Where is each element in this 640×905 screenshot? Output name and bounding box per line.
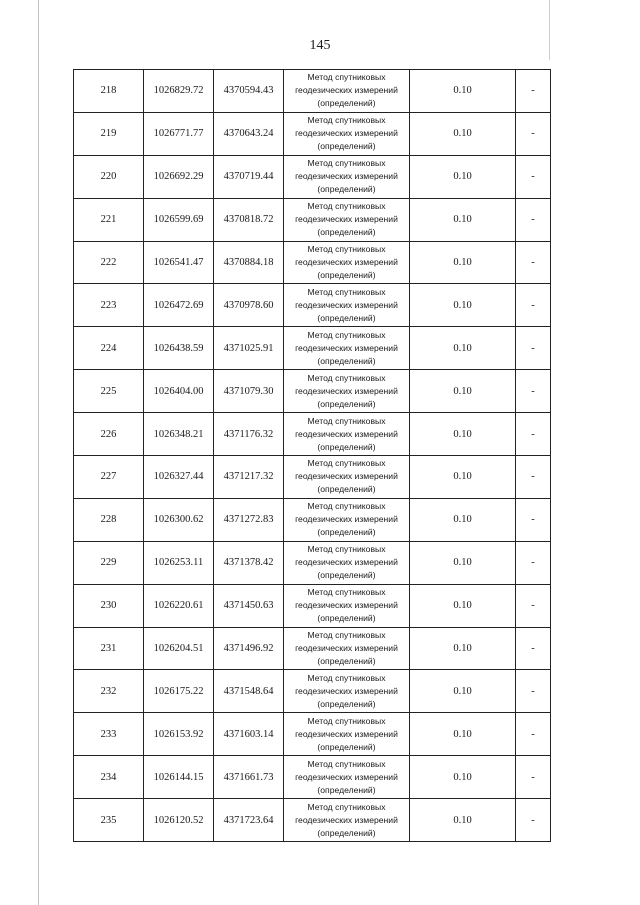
y-coordinate-cell: 4370719.44 — [214, 155, 284, 198]
point-number-cell: 224 — [74, 327, 144, 370]
method-cell: Метод спутниковых геодезических измерений (определений) — [284, 155, 410, 198]
table-row — [74, 670, 551, 713]
note-cell: - — [516, 284, 551, 327]
point-number-cell: 220 — [74, 155, 144, 198]
coordinates-table-wrapper — [73, 69, 550, 842]
method-cell: Метод спутниковых геодезических измерений (определений) — [284, 799, 410, 842]
method-cell: Метод спутниковых геодезических измерений (определений) — [284, 627, 410, 670]
x-coordinate-cell: 1026204.51 — [144, 627, 214, 670]
x-coordinate-cell: 1026300.62 — [144, 498, 214, 541]
method-cell: Метод спутниковых геодезических измерений (определений) — [284, 584, 410, 627]
accuracy-cell: 0.10 — [410, 112, 516, 155]
point-number-cell: 223 — [74, 284, 144, 327]
table-body — [74, 70, 551, 842]
x-coordinate-cell: 1026144.15 — [144, 756, 214, 799]
note-cell: - — [516, 584, 551, 627]
table-row — [74, 498, 551, 541]
table-row — [74, 627, 551, 670]
accuracy-cell: 0.10 — [410, 456, 516, 499]
y-coordinate-cell: 4370643.24 — [214, 112, 284, 155]
y-coordinate-cell: 4371378.42 — [214, 541, 284, 584]
table-row — [74, 370, 551, 413]
x-coordinate-cell: 1026220.61 — [144, 584, 214, 627]
accuracy-cell: 0.10 — [410, 327, 516, 370]
accuracy-cell: 0.10 — [410, 670, 516, 713]
x-coordinate-cell: 1026327.44 — [144, 456, 214, 499]
point-number-cell: 229 — [74, 541, 144, 584]
x-coordinate-cell: 1026153.92 — [144, 713, 214, 756]
note-cell: - — [516, 198, 551, 241]
table-row — [74, 584, 551, 627]
accuracy-cell: 0.10 — [410, 498, 516, 541]
method-cell: Метод спутниковых геодезических измерений (определений) — [284, 241, 410, 284]
point-number-cell: 232 — [74, 670, 144, 713]
point-number-cell: 235 — [74, 799, 144, 842]
note-cell: - — [516, 713, 551, 756]
x-coordinate-cell: 1026771.77 — [144, 112, 214, 155]
accuracy-cell: 0.10 — [410, 70, 516, 113]
point-number-cell: 226 — [74, 413, 144, 456]
note-cell: - — [516, 670, 551, 713]
method-cell: Метод спутниковых геодезических измерений (определений) — [284, 670, 410, 713]
accuracy-cell: 0.10 — [410, 799, 516, 842]
accuracy-cell: 0.10 — [410, 541, 516, 584]
table-row — [74, 756, 551, 799]
point-number-cell: 230 — [74, 584, 144, 627]
point-number-cell: 228 — [74, 498, 144, 541]
point-number-cell: 227 — [74, 456, 144, 499]
note-cell: - — [516, 498, 551, 541]
table-row — [74, 70, 551, 113]
accuracy-cell: 0.10 — [410, 284, 516, 327]
note-cell: - — [516, 241, 551, 284]
coordinates-table — [73, 69, 551, 842]
y-coordinate-cell: 4371079.30 — [214, 370, 284, 413]
x-coordinate-cell: 1026175.22 — [144, 670, 214, 713]
note-cell: - — [516, 327, 551, 370]
accuracy-cell: 0.10 — [410, 584, 516, 627]
point-number-cell: 231 — [74, 627, 144, 670]
y-coordinate-cell: 4370884.18 — [214, 241, 284, 284]
table-row — [74, 713, 551, 756]
method-cell: Метод спутниковых геодезических измерений (определений) — [284, 498, 410, 541]
accuracy-cell: 0.10 — [410, 713, 516, 756]
accuracy-cell: 0.10 — [410, 370, 516, 413]
note-cell: - — [516, 370, 551, 413]
note-cell: - — [516, 155, 551, 198]
y-coordinate-cell: 4370818.72 — [214, 198, 284, 241]
note-cell: - — [516, 112, 551, 155]
note-cell: - — [516, 413, 551, 456]
accuracy-cell: 0.10 — [410, 155, 516, 198]
scan-edge-left — [38, 0, 39, 905]
x-coordinate-cell: 1026253.11 — [144, 541, 214, 584]
method-cell: Метод спутниковых геодезических измерений (определений) — [284, 713, 410, 756]
accuracy-cell: 0.10 — [410, 413, 516, 456]
point-number-cell: 234 — [74, 756, 144, 799]
x-coordinate-cell: 1026438.59 — [144, 327, 214, 370]
x-coordinate-cell: 1026541.47 — [144, 241, 214, 284]
table-row — [74, 155, 551, 198]
point-number-cell: 233 — [74, 713, 144, 756]
x-coordinate-cell: 1026120.52 — [144, 799, 214, 842]
y-coordinate-cell: 4371661.73 — [214, 756, 284, 799]
note-cell: - — [516, 799, 551, 842]
method-cell: Метод спутниковых геодезических измерений (определений) — [284, 370, 410, 413]
method-cell: Метод спутниковых геодезических измерений (определений) — [284, 756, 410, 799]
table-row — [74, 541, 551, 584]
method-cell: Метод спутниковых геодезических измерений (определений) — [284, 541, 410, 584]
method-cell: Метод спутниковых геодезических измерений (определений) — [284, 413, 410, 456]
table-row — [74, 112, 551, 155]
x-coordinate-cell: 1026348.21 — [144, 413, 214, 456]
point-number-cell: 218 — [74, 70, 144, 113]
y-coordinate-cell: 4371603.14 — [214, 713, 284, 756]
table-row — [74, 198, 551, 241]
method-cell: Метод спутниковых геодезических измерений (определений) — [284, 284, 410, 327]
method-cell: Метод спутниковых геодезических измерений (определений) — [284, 112, 410, 155]
point-number-cell: 219 — [74, 112, 144, 155]
y-coordinate-cell: 4371723.64 — [214, 799, 284, 842]
note-cell: - — [516, 456, 551, 499]
point-number-cell: 222 — [74, 241, 144, 284]
point-number-cell: 225 — [74, 370, 144, 413]
note-cell: - — [516, 541, 551, 584]
x-coordinate-cell: 1026692.29 — [144, 155, 214, 198]
note-cell: - — [516, 627, 551, 670]
x-coordinate-cell: 1026472.69 — [144, 284, 214, 327]
method-cell: Метод спутниковых геодезических измерений (определений) — [284, 70, 410, 113]
table-row — [74, 799, 551, 842]
y-coordinate-cell: 4371176.32 — [214, 413, 284, 456]
y-coordinate-cell: 4370594.43 — [214, 70, 284, 113]
accuracy-cell: 0.10 — [410, 627, 516, 670]
accuracy-cell: 0.10 — [410, 756, 516, 799]
y-coordinate-cell: 4371496.92 — [214, 627, 284, 670]
table-row — [74, 327, 551, 370]
note-cell: - — [516, 756, 551, 799]
y-coordinate-cell: 4371450.63 — [214, 584, 284, 627]
method-cell: Метод спутниковых геодезических измерений (определений) — [284, 327, 410, 370]
accuracy-cell: 0.10 — [410, 198, 516, 241]
point-number-cell: 221 — [74, 198, 144, 241]
method-cell: Метод спутниковых геодезических измерений (определений) — [284, 198, 410, 241]
y-coordinate-cell: 4371217.32 — [214, 456, 284, 499]
note-cell: - — [516, 70, 551, 113]
accuracy-cell: 0.10 — [410, 241, 516, 284]
y-coordinate-cell: 4371272.83 — [214, 498, 284, 541]
table-row — [74, 241, 551, 284]
x-coordinate-cell: 1026829.72 — [144, 70, 214, 113]
x-coordinate-cell: 1026599.69 — [144, 198, 214, 241]
x-coordinate-cell: 1026404.00 — [144, 370, 214, 413]
page-number: 145 — [309, 38, 331, 53]
method-cell: Метод спутниковых геодезических измерений (определений) — [284, 456, 410, 499]
table-row — [74, 284, 551, 327]
table-row — [74, 456, 551, 499]
y-coordinate-cell: 4370978.60 — [214, 284, 284, 327]
y-coordinate-cell: 4371548.64 — [214, 670, 284, 713]
table-row — [74, 413, 551, 456]
y-coordinate-cell: 4371025.91 — [214, 327, 284, 370]
